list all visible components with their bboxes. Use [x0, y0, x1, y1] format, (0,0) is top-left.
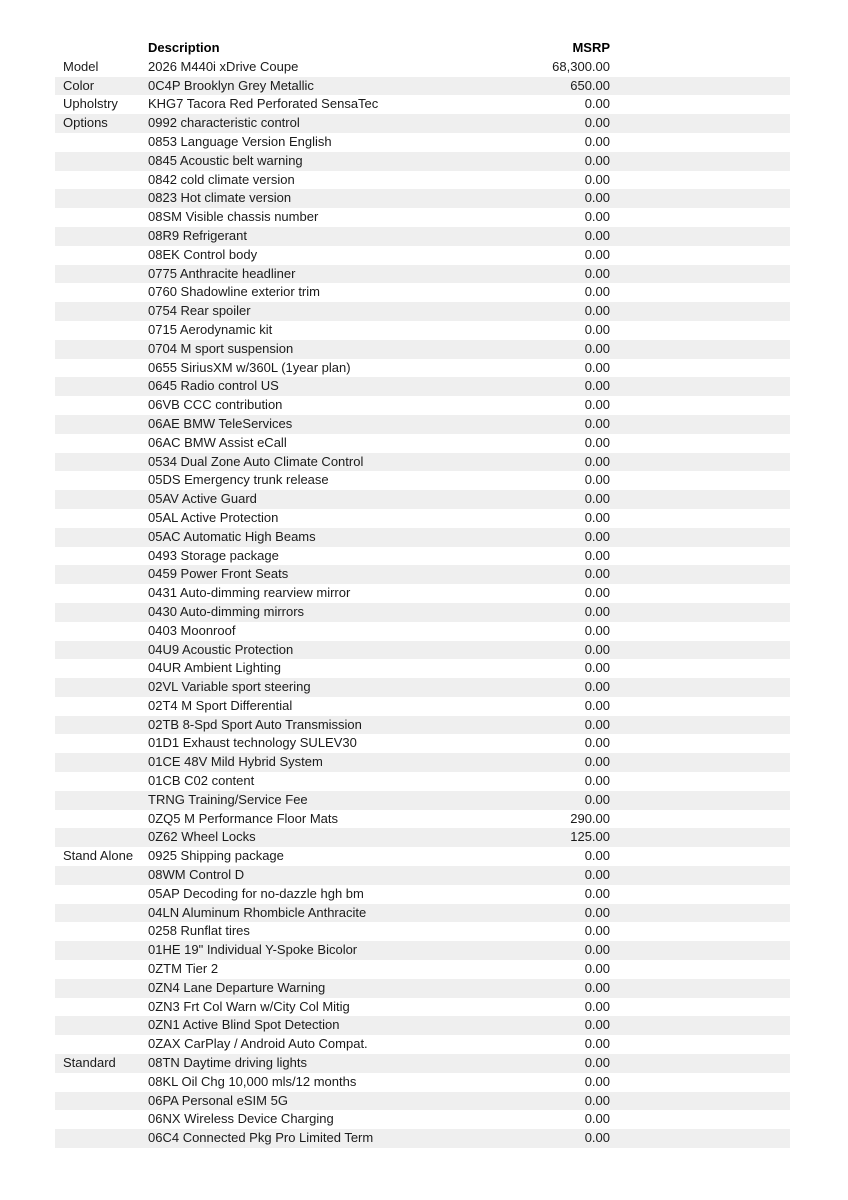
msrp-cell: 125.00	[570, 829, 610, 845]
table-row	[55, 1054, 790, 1073]
description-cell: 05AP Decoding for no-dazzle hgh bm	[148, 885, 364, 901]
row-filler	[610, 922, 790, 941]
table-row	[55, 152, 790, 171]
msrp-cell: 0.00	[584, 603, 610, 619]
category-cell	[55, 791, 148, 810]
msrp-cell: 0.00	[584, 679, 610, 695]
category-cell: Upholstry	[63, 96, 118, 112]
description-cell: 08KL Oil Chg 10,000 mls/12 months	[148, 1073, 357, 1089]
table-row	[55, 114, 790, 133]
msrp-cell: 0.00	[584, 209, 610, 225]
category-cell	[55, 734, 148, 753]
table-row	[55, 1129, 790, 1148]
description-cell: 05AV Active Guard	[148, 491, 257, 507]
row-filler	[610, 998, 790, 1017]
description-cell: 0655 SiriusXM w/360L (1year plan)	[148, 359, 351, 375]
msrp-cell: 0.00	[584, 904, 610, 920]
row-filler	[610, 152, 790, 171]
row-filler	[610, 641, 790, 660]
msrp-cell: 0.00	[584, 284, 610, 300]
msrp-cell: 0.00	[584, 227, 610, 243]
table-row	[55, 359, 790, 378]
table-row	[55, 528, 790, 547]
msrp-cell: 0.00	[584, 453, 610, 469]
description-header: Description	[148, 40, 220, 55]
description-cell: 0ZN3 Frt Col Warn w/City Col Mitig	[148, 998, 350, 1014]
msrp-cell: 68,300.00	[552, 58, 610, 74]
row-filler	[610, 1073, 790, 1092]
category-cell	[55, 359, 148, 378]
description-cell: 0ZAX CarPlay / Android Auto Compat.	[148, 1036, 368, 1052]
row-filler	[610, 208, 790, 227]
category-cell	[55, 227, 148, 246]
category-cell	[55, 565, 148, 584]
row-filler	[610, 810, 790, 829]
row-filler	[610, 828, 790, 847]
description-cell: 0775 Anthracite headliner	[148, 265, 296, 281]
row-filler	[610, 603, 790, 622]
description-cell: 02T4 M Sport Differential	[148, 697, 293, 713]
row-filler	[610, 734, 790, 753]
msrp-cell: 0.00	[584, 171, 610, 187]
row-filler	[610, 227, 790, 246]
category-cell	[55, 528, 148, 547]
table-row	[55, 377, 790, 396]
description-cell: 0431 Auto-dimming rearview mirror	[148, 585, 351, 601]
msrp-cell: 0.00	[584, 942, 610, 958]
description-cell: 06AE BMW TeleServices	[148, 415, 293, 431]
category-cell	[55, 678, 148, 697]
msrp-cell: 0.00	[584, 1092, 610, 1108]
msrp-cell: 0.00	[584, 547, 610, 563]
table-row	[55, 979, 790, 998]
table-row	[55, 265, 790, 284]
msrp-cell: 0.00	[584, 1017, 610, 1033]
table-row	[55, 998, 790, 1017]
category-cell	[55, 1073, 148, 1092]
table-row	[55, 1073, 790, 1092]
table-row	[55, 189, 790, 208]
description-cell: KHG7 Tacora Red Perforated SensaTec	[148, 96, 379, 112]
msrp-cell: 0.00	[584, 773, 610, 789]
table-row	[55, 584, 790, 603]
category-cell	[55, 716, 148, 735]
description-cell: 06NX Wireless Device Charging	[148, 1111, 334, 1127]
row-filler	[610, 547, 790, 566]
table-row	[55, 772, 790, 791]
category-cell: Stand Alone	[63, 848, 134, 864]
msrp-cell: 0.00	[584, 660, 610, 676]
row-filler	[610, 960, 790, 979]
category-cell	[55, 922, 148, 941]
row-filler	[610, 453, 790, 472]
table-row	[55, 791, 790, 810]
description-cell: 08TN Daytime driving lights	[148, 1055, 307, 1071]
description-cell: 0992 characteristic control	[148, 115, 300, 131]
table-row	[55, 302, 790, 321]
description-cell: 01D1 Exhaust technology SULEV30	[148, 735, 357, 751]
table-row	[55, 77, 790, 96]
options-table-body	[55, 58, 790, 1148]
row-filler	[610, 1092, 790, 1111]
description-cell: 05AL Active Protection	[148, 509, 279, 525]
msrp-cell: 0.00	[584, 735, 610, 751]
category-cell	[55, 471, 148, 490]
description-cell: 0534 Dual Zone Auto Climate Control	[148, 453, 364, 469]
table-row	[55, 415, 790, 434]
description-cell: 0925 Shipping package	[148, 848, 284, 864]
category-cell	[55, 866, 148, 885]
msrp-cell: 0.00	[584, 265, 610, 281]
description-cell: 01HE 19" Individual Y-Spoke Bicolor	[148, 942, 358, 958]
category-cell	[55, 1092, 148, 1111]
table-row	[55, 622, 790, 641]
msrp-cell: 0.00	[584, 1130, 610, 1146]
category-header-cell	[55, 39, 148, 58]
table-header-row	[55, 39, 790, 58]
description-cell: 0645 Radio control US	[148, 378, 279, 394]
category-cell: Model	[63, 58, 99, 74]
msrp-cell: 0.00	[584, 340, 610, 356]
description-cell: 06C4 Connected Pkg Pro Limited Term	[148, 1130, 374, 1146]
msrp-cell: 0.00	[584, 509, 610, 525]
table-row	[55, 828, 790, 847]
row-filler	[610, 171, 790, 190]
category-cell: Standard	[63, 1055, 116, 1071]
table-row	[55, 509, 790, 528]
description-cell: 08EK Control body	[148, 246, 258, 262]
msrp-cell: 0.00	[584, 415, 610, 431]
msrp-cell: 0.00	[584, 622, 610, 638]
row-filler	[610, 791, 790, 810]
category-cell	[55, 603, 148, 622]
category-cell	[55, 171, 148, 190]
category-cell	[55, 246, 148, 265]
row-filler	[610, 77, 790, 96]
msrp-cell: 0.00	[584, 246, 610, 262]
description-cell: 0754 Rear spoiler	[148, 303, 251, 319]
table-row	[55, 941, 790, 960]
category-cell	[55, 810, 148, 829]
table-row	[55, 208, 790, 227]
row-filler	[610, 753, 790, 772]
table-row	[55, 641, 790, 660]
description-cell: 04U9 Acoustic Protection	[148, 641, 294, 657]
row-filler	[610, 1054, 790, 1073]
table-row	[55, 1092, 790, 1111]
category-cell	[55, 1110, 148, 1129]
msrp-header: MSRP	[572, 40, 610, 55]
row-filler	[610, 490, 790, 509]
table-row	[55, 95, 790, 114]
description-cell: 06AC BMW Assist eCall	[148, 434, 287, 450]
table-row	[55, 227, 790, 246]
description-cell: 0842 cold climate version	[148, 171, 295, 187]
row-filler	[610, 678, 790, 697]
row-filler	[610, 847, 790, 866]
row-filler	[610, 95, 790, 114]
description-cell: 0715 Aerodynamic kit	[148, 321, 273, 337]
description-cell: 0ZN1 Active Blind Spot Detection	[148, 1017, 340, 1033]
category-cell	[55, 547, 148, 566]
msrp-cell: 0.00	[584, 303, 610, 319]
table-row	[55, 922, 790, 941]
category-cell	[55, 1129, 148, 1148]
description-cell: 02TB 8-Spd Sport Auto Transmission	[148, 716, 362, 732]
msrp-cell: 0.00	[584, 998, 610, 1014]
msrp-cell: 0.00	[584, 697, 610, 713]
description-cell: 08SM Visible chassis number	[148, 209, 319, 225]
category-cell	[55, 490, 148, 509]
msrp-cell: 0.00	[584, 133, 610, 149]
table-row	[55, 490, 790, 509]
msrp-cell: 0.00	[584, 1111, 610, 1127]
msrp-cell: 0.00	[584, 434, 610, 450]
description-cell: 0459 Power Front Seats	[148, 566, 289, 582]
description-cell: 0C4P Brooklyn Grey Metallic	[148, 77, 314, 93]
table-row	[55, 734, 790, 753]
table-row	[55, 547, 790, 566]
msrp-cell: 0.00	[584, 321, 610, 337]
row-filler	[610, 1035, 790, 1054]
category-cell: Options	[63, 115, 108, 131]
row-filler	[610, 471, 790, 490]
description-cell: 0ZQ5 M Performance Floor Mats	[148, 810, 338, 826]
description-cell: 01CB C02 content	[148, 773, 255, 789]
row-filler	[610, 58, 790, 77]
msrp-cell: 0.00	[584, 359, 610, 375]
msrp-cell: 0.00	[584, 585, 610, 601]
category-cell	[55, 753, 148, 772]
table-row	[55, 1110, 790, 1129]
table-row	[55, 283, 790, 302]
msrp-cell: 0.00	[584, 152, 610, 168]
description-cell: 0ZN4 Lane Departure Warning	[148, 979, 326, 995]
row-filler	[610, 246, 790, 265]
msrp-cell: 0.00	[584, 96, 610, 112]
row-filler	[610, 302, 790, 321]
table-row	[55, 340, 790, 359]
msrp-cell: 0.00	[584, 566, 610, 582]
description-cell: 04UR Ambient Lighting	[148, 660, 281, 676]
msrp-cell: 0.00	[584, 716, 610, 732]
msrp-cell: 0.00	[584, 115, 610, 131]
category-cell	[55, 133, 148, 152]
description-cell: 0845 Acoustic belt warning	[148, 152, 303, 168]
category-cell	[55, 208, 148, 227]
row-filler	[610, 716, 790, 735]
category-cell	[55, 283, 148, 302]
msrp-cell: 0.00	[584, 923, 610, 939]
row-filler	[610, 1110, 790, 1129]
table-row	[55, 810, 790, 829]
row-filler	[610, 659, 790, 678]
msrp-cell: 0.00	[584, 491, 610, 507]
row-filler	[610, 509, 790, 528]
description-cell: 0ZTM Tier 2	[148, 961, 219, 977]
description-cell: 06PA Personal eSIM 5G	[148, 1092, 288, 1108]
table-row	[55, 1035, 790, 1054]
table-row	[55, 960, 790, 979]
table-row	[55, 866, 790, 885]
msrp-cell: 0.00	[584, 1055, 610, 1071]
msrp-cell: 0.00	[584, 754, 610, 770]
options-table	[55, 39, 790, 1148]
category-cell	[55, 641, 148, 660]
category-cell	[55, 415, 148, 434]
description-cell: 01CE 48V Mild Hybrid System	[148, 754, 323, 770]
row-filler	[610, 885, 790, 904]
category-cell	[55, 998, 148, 1017]
category-cell	[55, 434, 148, 453]
table-row	[55, 678, 790, 697]
description-cell: 08R9 Refrigerant	[148, 227, 247, 243]
row-filler	[610, 1016, 790, 1035]
category-cell	[55, 396, 148, 415]
table-row	[55, 659, 790, 678]
table-row	[55, 565, 790, 584]
category-cell	[55, 321, 148, 340]
description-cell: 0493 Storage package	[148, 547, 279, 563]
row-filler	[610, 340, 790, 359]
table-row	[55, 847, 790, 866]
description-cell: TRNG Training/Service Fee	[148, 791, 308, 807]
msrp-cell: 0.00	[584, 378, 610, 394]
table-row	[55, 603, 790, 622]
msrp-cell: 0.00	[584, 979, 610, 995]
description-cell: 06VB CCC contribution	[148, 397, 283, 413]
table-row	[55, 58, 790, 77]
description-cell: 0853 Language Version English	[148, 133, 332, 149]
row-filler	[610, 979, 790, 998]
msrp-cell: 0.00	[584, 528, 610, 544]
row-filler	[610, 283, 790, 302]
table-row	[55, 246, 790, 265]
msrp-cell: 0.00	[584, 190, 610, 206]
description-cell: 0258 Runflat tires	[148, 923, 250, 939]
category-cell	[55, 377, 148, 396]
category-cell	[55, 509, 148, 528]
row-filler	[610, 434, 790, 453]
description-cell: 0704 M sport suspension	[148, 340, 294, 356]
row-filler	[610, 189, 790, 208]
table-row	[55, 697, 790, 716]
row-filler	[610, 396, 790, 415]
row-filler	[610, 772, 790, 791]
row-filler	[610, 941, 790, 960]
msrp-cell: 0.00	[584, 1073, 610, 1089]
table-row	[55, 453, 790, 472]
row-filler	[610, 265, 790, 284]
category-cell	[55, 697, 148, 716]
category-cell	[55, 960, 148, 979]
row-filler	[610, 904, 790, 923]
row-filler	[610, 584, 790, 603]
header-filler	[610, 39, 790, 58]
row-filler	[610, 866, 790, 885]
table-row	[55, 716, 790, 735]
category-cell	[55, 659, 148, 678]
msrp-cell: 0.00	[584, 791, 610, 807]
category-cell	[55, 584, 148, 603]
category-cell	[55, 885, 148, 904]
description-cell: 0430 Auto-dimming mirrors	[148, 603, 305, 619]
msrp-cell: 0.00	[584, 961, 610, 977]
category-cell	[55, 340, 148, 359]
row-filler	[610, 415, 790, 434]
category-cell: Color	[63, 77, 95, 93]
msrp-cell: 0.00	[584, 867, 610, 883]
table-row	[55, 1016, 790, 1035]
description-cell: 02VL Variable sport steering	[148, 679, 311, 695]
row-filler	[610, 377, 790, 396]
table-row	[55, 321, 790, 340]
description-cell: 0823 Hot climate version	[148, 190, 292, 206]
msrp-cell: 290.00	[570, 810, 610, 826]
description-cell: 05AC Automatic High Beams	[148, 528, 316, 544]
category-cell	[55, 1035, 148, 1054]
row-filler	[610, 697, 790, 716]
row-filler	[610, 622, 790, 641]
table-row	[55, 471, 790, 490]
category-cell	[55, 828, 148, 847]
row-filler	[610, 565, 790, 584]
table-row	[55, 171, 790, 190]
description-cell: 0760 Shadowline exterior trim	[148, 284, 320, 300]
category-cell	[55, 772, 148, 791]
category-cell	[55, 453, 148, 472]
table-row	[55, 885, 790, 904]
msrp-cell: 0.00	[584, 397, 610, 413]
category-cell	[55, 265, 148, 284]
category-cell	[55, 1016, 148, 1035]
msrp-cell: 0.00	[584, 885, 610, 901]
description-cell: 0403 Moonroof	[148, 622, 236, 638]
description-cell: 08WM Control D	[148, 867, 245, 883]
category-cell	[55, 979, 148, 998]
table-row	[55, 434, 790, 453]
msrp-cell: 650.00	[570, 77, 610, 93]
msrp-cell: 0.00	[584, 472, 610, 488]
msrp-cell: 0.00	[584, 848, 610, 864]
row-filler	[610, 114, 790, 133]
category-cell	[55, 189, 148, 208]
row-filler	[610, 133, 790, 152]
row-filler	[610, 359, 790, 378]
description-cell: 05DS Emergency trunk release	[148, 472, 329, 488]
row-filler	[610, 321, 790, 340]
description-cell: 2026 M440i xDrive Coupe	[148, 58, 299, 74]
table-row	[55, 133, 790, 152]
category-cell	[55, 152, 148, 171]
table-row	[55, 753, 790, 772]
category-cell	[55, 941, 148, 960]
description-cell: 04LN Aluminum Rhombicle Anthracite	[148, 904, 367, 920]
table-row	[55, 904, 790, 923]
table-row	[55, 396, 790, 415]
row-filler	[610, 1129, 790, 1148]
row-filler	[610, 528, 790, 547]
category-cell	[55, 904, 148, 923]
category-cell	[55, 622, 148, 641]
msrp-cell: 0.00	[584, 1036, 610, 1052]
description-cell: 0Z62 Wheel Locks	[148, 829, 256, 845]
msrp-cell: 0.00	[584, 641, 610, 657]
category-cell	[55, 302, 148, 321]
